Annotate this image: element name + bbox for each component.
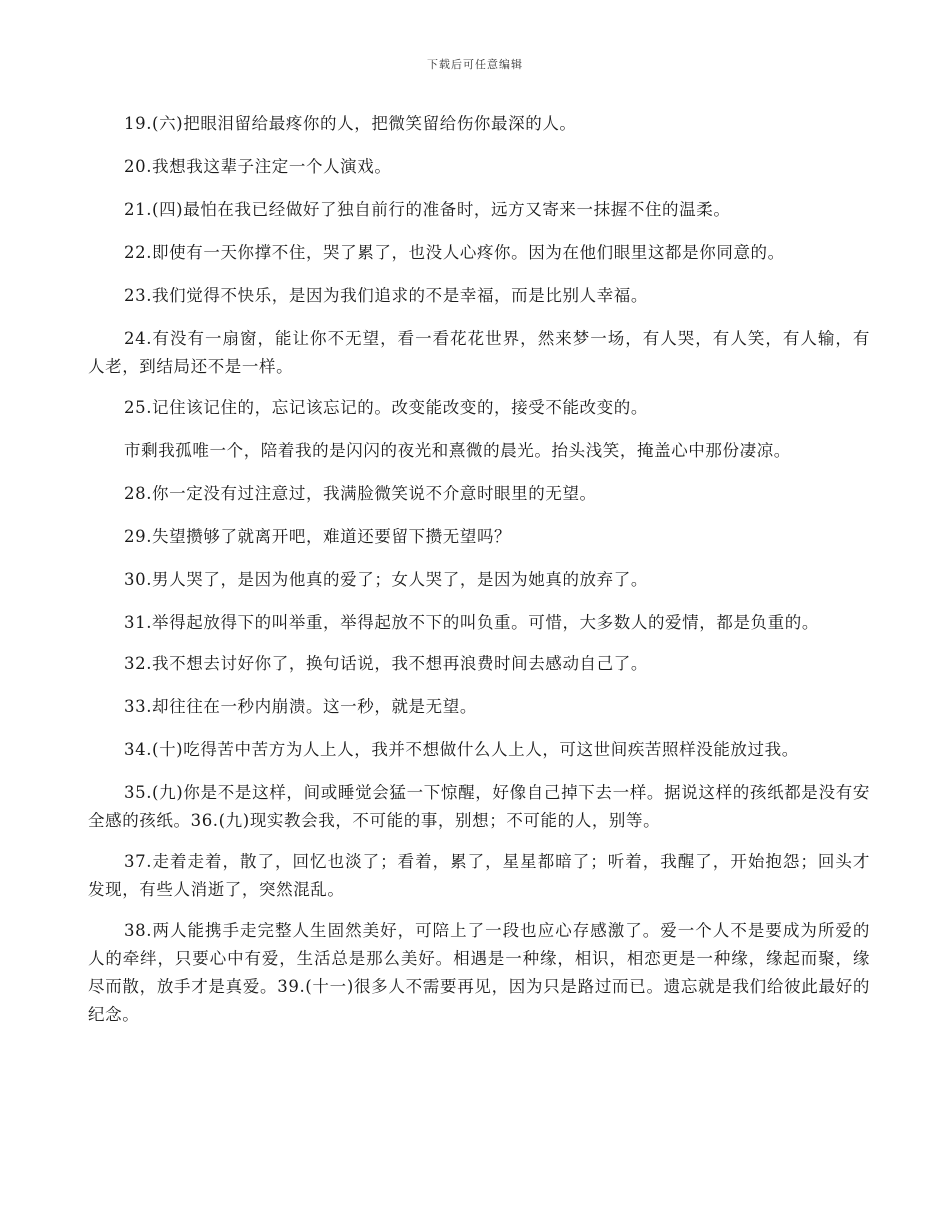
paragraph-33: 33.却往往在一秒内崩溃。这一秒，就是无望。	[124, 697, 477, 716]
page-header: 下载后可任意编辑	[427, 58, 523, 71]
paragraph-35-36: 35.(九)你是不是这样，间或睡觉会猛一下惊醒，好像自己掉下去一样。据说这样的孩纸都是没有安全感的孩纸。36.(九)现实教会我，不可能的事，别想；不可能的人，别等。	[88, 783, 870, 830]
paragraph-34: 34.(十)吃得苦中苦方为人上人，我并不想做什么人上人，可这世间疾苦照样没能放过我。	[124, 740, 799, 759]
paragraph-38-39: 38.两人能携手走完整人生固然美好，可陪上了一段也应心存感激了。爱一个人不是要成为所爱的人的牵绊，只要心中有爱，生活总是那么美好。相遇是一种缘，相识，相恋更是一种缘，缘起而聚，缘尽而散，放手才是真爱。39.(十一)很多人不需要再见，因为只是路过而已。遗忘就是我们给彼此最好的纪念。	[88, 921, 870, 1024]
paragraph-32: 32.我不想去讨好你了，换句话说，我不想再浪费时间去感动自己了。	[124, 654, 648, 673]
paragraph-20: 20.我想我这辈子注定一个人演戏。	[124, 157, 392, 176]
paragraph-22: 22.即使有一天你撑不住，哭了累了，也没人心疼你。因为在他们眼里这都是你同意的。	[124, 243, 785, 262]
paragraph-24: 24.有没有一扇窗，能让你不无望，看一看花花世界，然来梦一场，有人哭，有人笑，有人输，有人老，到结局还不是一样。	[88, 329, 870, 376]
paragraph-fragment: 市剩我孤唯一个，陪着我的是闪闪的夜光和熹微的晨光。抬头浅笑，掩盖心中那份凄凉。	[124, 441, 791, 460]
paragraph-30: 30.男人哭了，是因为他真的爱了；女人哭了，是因为她真的放弃了。	[124, 570, 648, 589]
paragraph-21: 21.(四)最怕在我已经做好了独自前行的准备时，远方又寄来一抹握不住的温柔。	[124, 200, 731, 219]
paragraph-28: 28.你一定没有过注意过，我满脸微笑说不介意时眼里的无望。	[124, 484, 597, 503]
paragraph-37: 37.走着走着，散了，回忆也淡了；看着，累了，星星都暗了；听着，我醒了，开始抱怨；回头才发现，有些人消逝了，突然混乱。	[88, 852, 870, 899]
paragraph-19: 19.(六)把眼泪留给最疼你的人，把微笑留给伤你最深的人。	[124, 114, 577, 133]
document-body	[88, 110, 870, 1044]
paragraph-23: 23.我们觉得不快乐，是因为我们追求的不是幸福，而是比别人幸福。	[124, 286, 648, 305]
paragraph-25: 25.记住该记住的，忘记该忘记的。改变能改变的，接受不能改变的。	[124, 398, 648, 417]
paragraph-31: 31.举得起放得下的叫举重，举得起放不下的叫负重。可惜，大多数人的爱情，都是负重的。	[124, 613, 819, 632]
paragraph-29: 29.失望攒够了就离开吧，难道还要留下攒无望吗？	[124, 527, 512, 546]
